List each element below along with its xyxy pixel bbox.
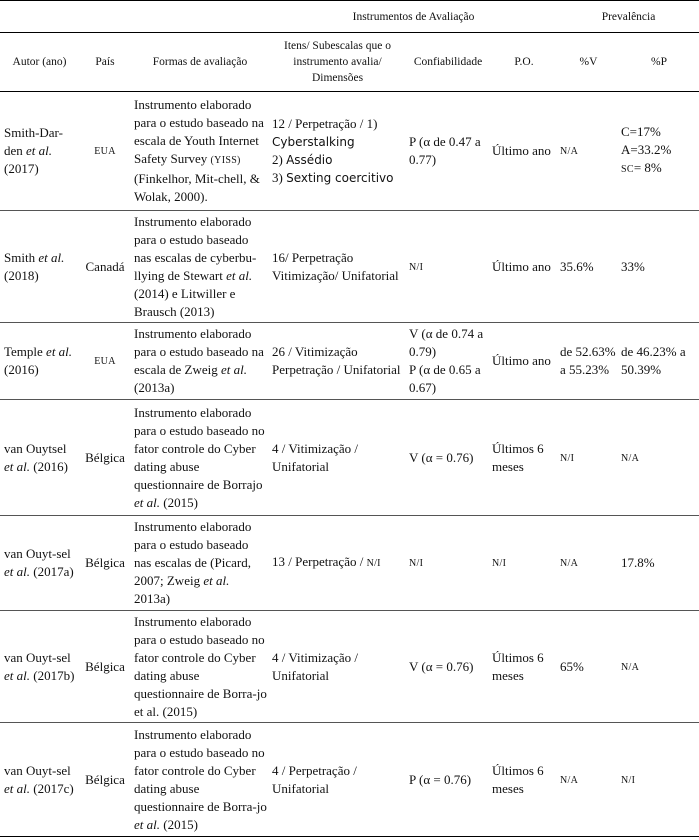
cell-po: Últimos 6 meses [490, 611, 558, 723]
cell-confiabilidade: P (α = 0.76) [406, 723, 490, 837]
cell-pais: Bélgica [79, 400, 131, 516]
cell-pv: 65% [558, 611, 619, 723]
cell-confiabilidade: N/I [406, 211, 490, 323]
cell-autor: van Ouyt-sel et al. (2017a) [0, 516, 79, 611]
group-header-row [0, 1, 699, 33]
cell-formas: Instrumento elaborado para o estudo baseado no fator controle do Cyber dating abuse questionnaire de Borra-jo et al. (2015) [131, 723, 269, 837]
cell-pv: N/A [558, 723, 619, 837]
cell-autor: van Ouytsel et al. (2016) [0, 400, 79, 516]
cell-autor: Smith et al. (2018) [0, 211, 79, 323]
cell-formas: Instrumento elaborado para o estudo baseado na escala de Youth Internet Safety Survey (YISS) (Finkelhor, Mit-chell, & Wolak, 2000). [131, 92, 269, 211]
cell-confiabilidade: V (α = 0.76) [406, 400, 490, 516]
cell-pais: Canadá [79, 211, 131, 323]
cell-po: Último ano [490, 92, 558, 211]
cell-pv: N/I [558, 400, 619, 516]
group-prevalencia: Prevalência [558, 1, 699, 33]
cell-itens: 16/ Perpetração Vitimização/ Unifatorial [269, 211, 406, 323]
table-row [0, 723, 699, 837]
table-row [0, 516, 699, 611]
cell-formas: Instrumento elaborado para o estudo baseado no fator controle do Cyber dating abuse questionnaire de Borra-jo et al. (2015) [131, 611, 269, 723]
cell-pv: de 52.63% a 55.23% [558, 323, 619, 400]
cell-autor: Smith-Dar-den et al. (2017) [0, 92, 79, 211]
col-po: P.O. [490, 33, 558, 92]
cell-confiabilidade: N/I [406, 516, 490, 611]
cell-confiabilidade: P (α de 0.47 a 0.77) [406, 92, 490, 211]
cell-itens: 26 / Vitimização Perpetração / Unifatorial [269, 323, 406, 400]
col-itens: Itens/ Subescalas que o instrumento avalia/ Dimensões [269, 33, 406, 92]
col-pais: País [79, 33, 131, 92]
cell-pais: Bélgica [79, 611, 131, 723]
cell-confiabilidade: V (α de 0.74 a 0.79) P (α de 0.65 a 0.67) [406, 323, 490, 400]
cell-autor: van Ouyt-sel et al. (2017b) [0, 611, 79, 723]
col-formas: Formas de avaliação [131, 33, 269, 92]
cell-pp: 33% [619, 211, 699, 323]
cell-formas: Instrumento elaborado para o estudo baseado no fator controle do Cyber dating abuse questionnaire de Borrajo et al. (2015) [131, 400, 269, 516]
cell-pp: 17.8% [619, 516, 699, 611]
col-confiabilidade: Confiabilidade [406, 33, 490, 92]
cell-formas: Instrumento elaborado para o estudo baseado nas escalas de (Picard, 2007; Zweig et al. 2013a) [131, 516, 269, 611]
cell-itens: 12 / Perpetração / 1) Cyberstalking 2) Assédio 3) Sexting coercitivo [269, 92, 406, 211]
col-autor: Autor (ano) [0, 33, 79, 92]
cell-pais: EUA [79, 92, 131, 211]
table-row [0, 611, 699, 723]
cell-formas: Instrumento elaborado para o estudo baseado na escala de Zweig et al. (2013a) [131, 323, 269, 400]
cell-pv: 35.6% [558, 211, 619, 323]
table-row [0, 92, 699, 211]
cell-confiabilidade: V (α = 0.76) [406, 611, 490, 723]
column-header-row [0, 33, 699, 92]
cell-itens: 4 / Vitimização / Unifatorial [269, 611, 406, 723]
cell-po: Último ano [490, 323, 558, 400]
cell-pp: de 46.23% a 50.39% [619, 323, 699, 400]
cell-pais: Bélgica [79, 516, 131, 611]
cell-po: Últimos 6 meses [490, 723, 558, 837]
cell-pp: N/I [619, 723, 699, 837]
col-pv: %V [558, 33, 619, 92]
cell-po: Últimos 6 meses [490, 400, 558, 516]
cell-formas: Instrumento elaborado para o estudo baseado nas escalas de cyberbu-llying de Stewart et al. (2014) e Litwiller e Brausch (2013) [131, 211, 269, 323]
cell-pv: N/A [558, 92, 619, 211]
cell-autor: Temple et al. (2016) [0, 323, 79, 400]
table-row [0, 323, 699, 400]
cell-itens: 13 / Perpetração / N/I [269, 516, 406, 611]
cell-itens: 4 / Vitimização / Unifatorial [269, 400, 406, 516]
table-row [0, 211, 699, 323]
cell-pais: Bélgica [79, 723, 131, 837]
cell-pp: C=17% A=33.2% SC= 8% [619, 92, 699, 211]
cell-autor: van Ouyt-sel et al. (2017c) [0, 723, 79, 837]
cell-pais: EUA [79, 323, 131, 400]
table-row [0, 400, 699, 516]
cell-pp: N/A [619, 611, 699, 723]
cell-itens: 4 / Perpetração / Unifatorial [269, 723, 406, 837]
col-pp: %P [619, 33, 699, 92]
cell-po: Último ano [490, 211, 558, 323]
cell-po: N/I [490, 516, 558, 611]
cell-pv: N/A [558, 516, 619, 611]
cell-pp: N/A [619, 400, 699, 516]
group-instrumentos: Instrumentos de Avaliação [269, 1, 558, 33]
